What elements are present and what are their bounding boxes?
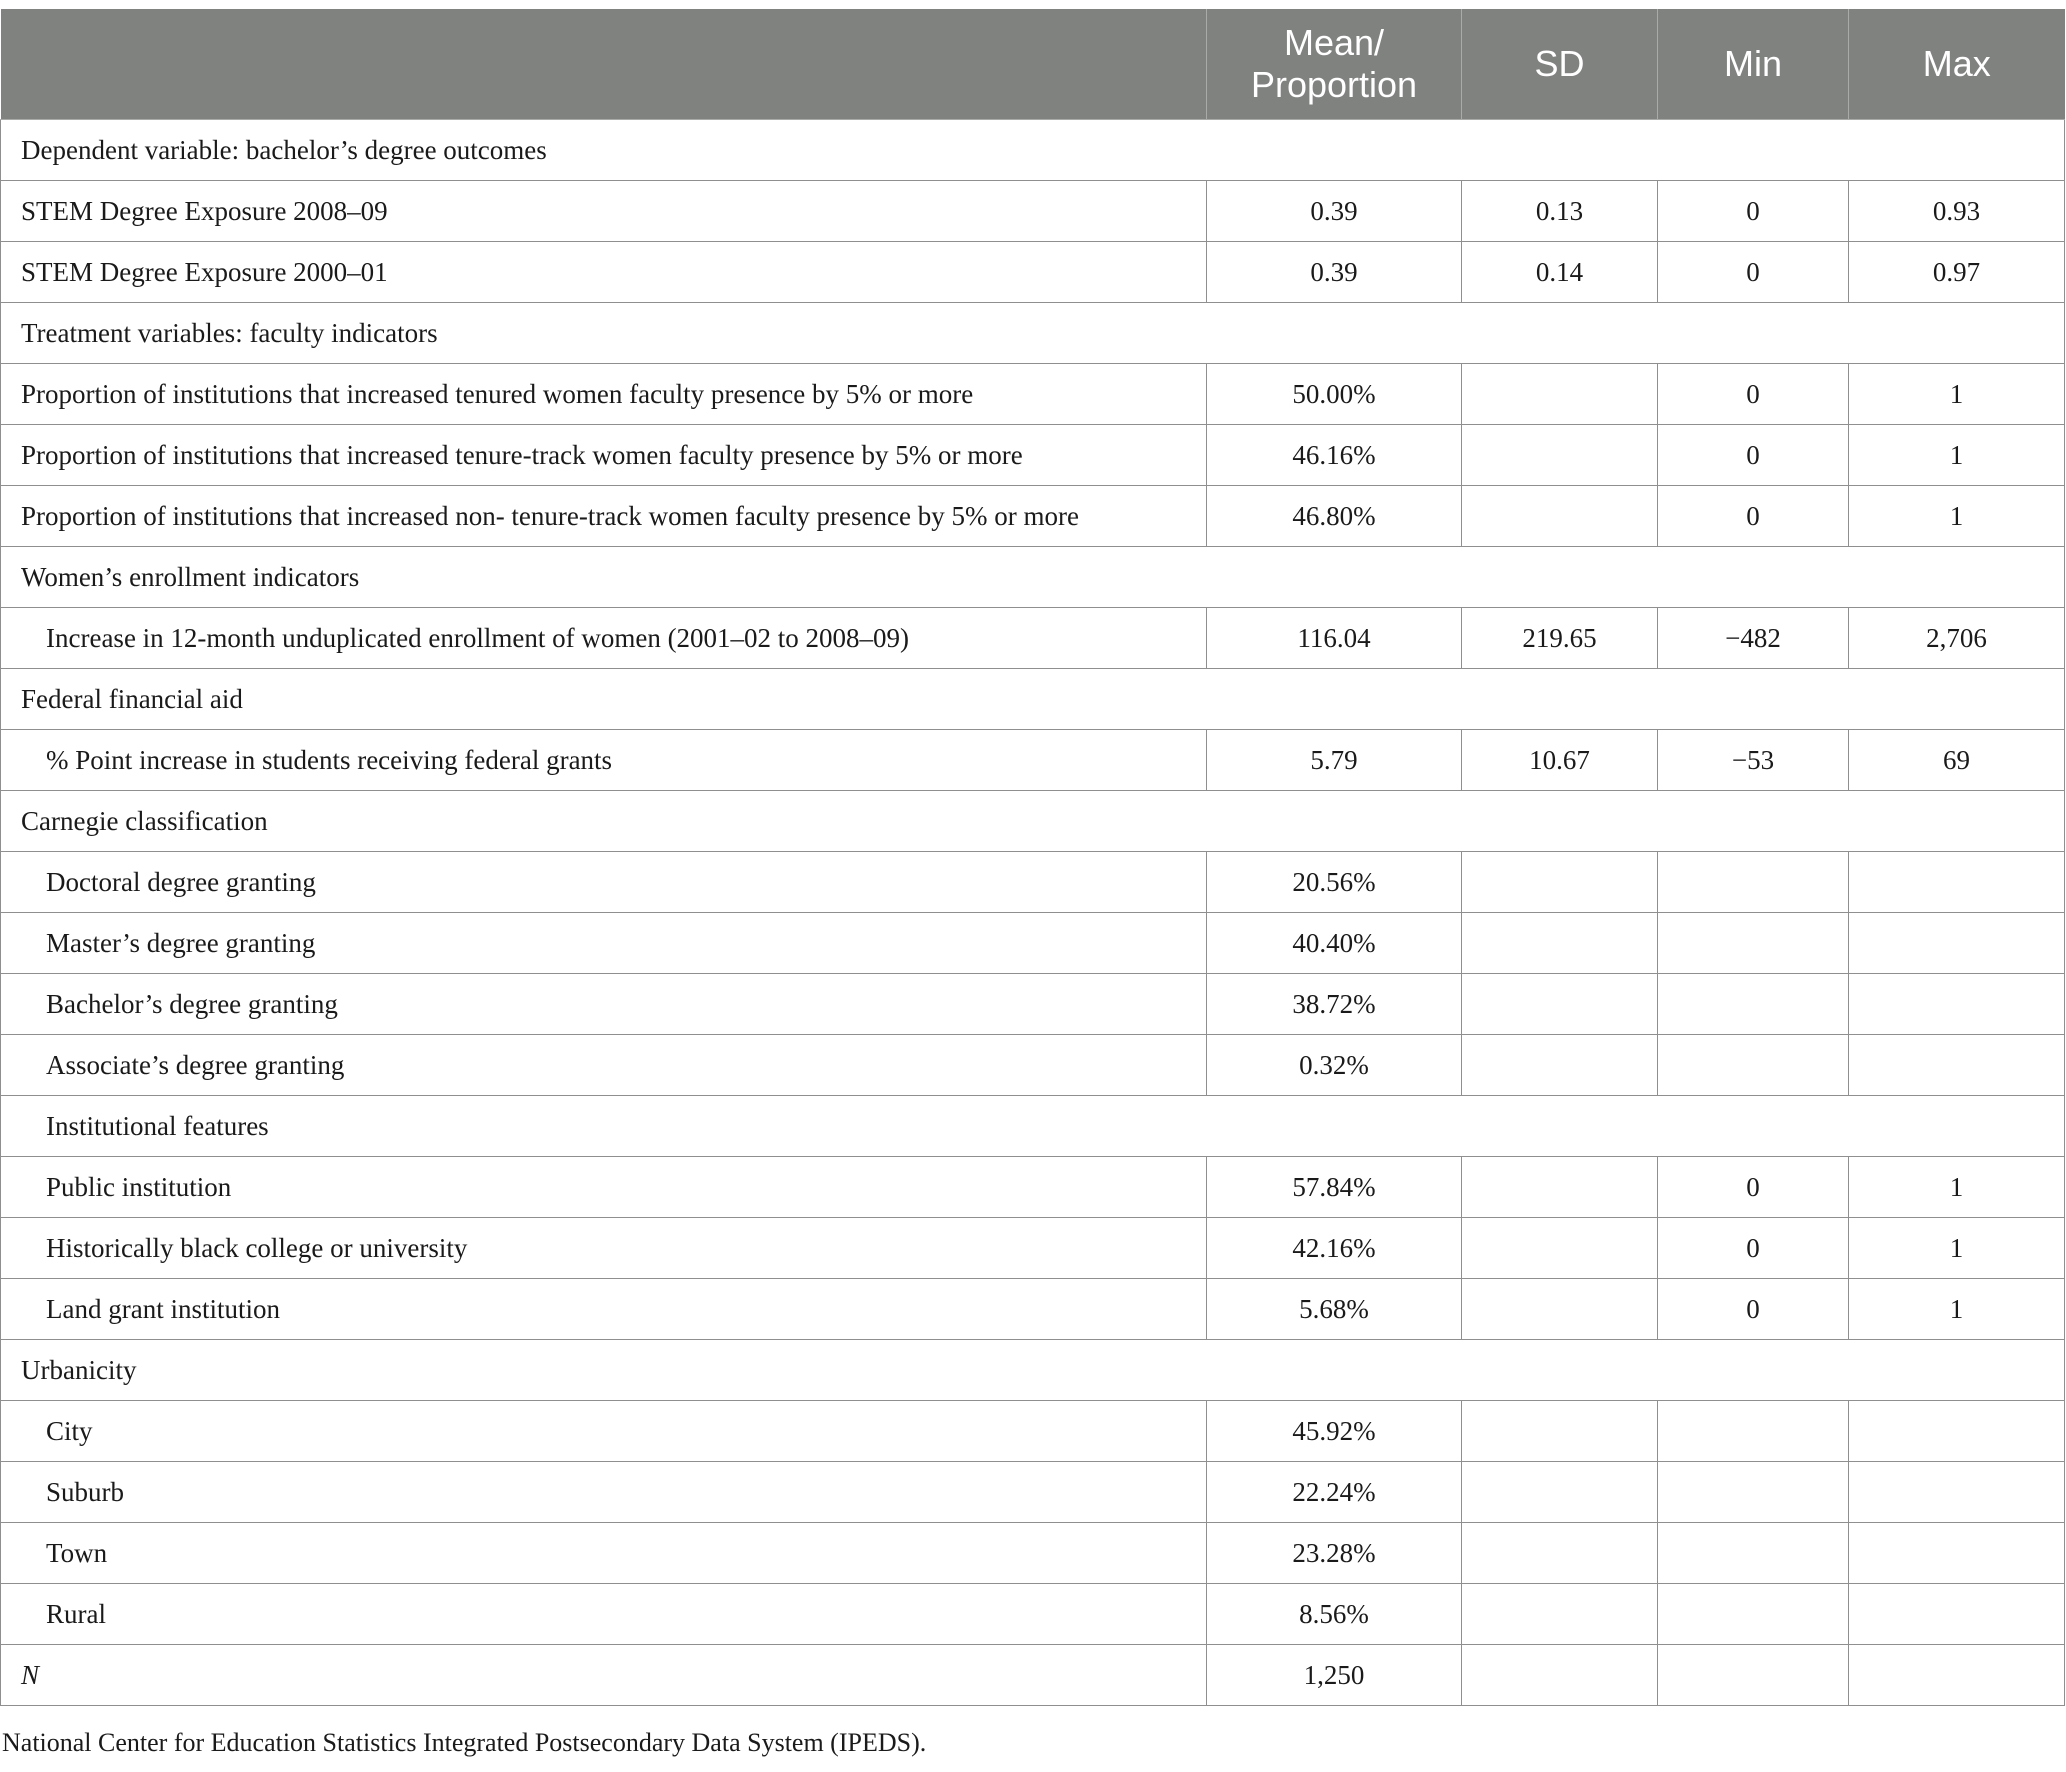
cell-mean-proportion: 1,250 <box>1207 1645 1462 1706</box>
cell-min: 0 <box>1658 1279 1849 1340</box>
cell-max <box>1849 852 2065 913</box>
row-label: % Point increase in students receiving federal grants <box>1 730 1207 791</box>
row-label: Proportion of institutions that increased non- tenure-track women faculty presence by 5% or more <box>1 486 1207 547</box>
cell-min <box>1658 852 1849 913</box>
header-min: Min <box>1658 9 1849 120</box>
cell-mean-proportion: 23.28% <box>1207 1523 1462 1584</box>
cell-max <box>1849 1584 2065 1645</box>
table-row <box>1 242 2065 303</box>
table-row <box>1 1523 2065 1584</box>
cell-max <box>1849 1523 2065 1584</box>
cell-sd <box>1462 1523 1658 1584</box>
cell-min <box>1658 1584 1849 1645</box>
cell-sd <box>1462 1462 1658 1523</box>
cell-max <box>1849 1645 2065 1706</box>
cell-max <box>1849 974 2065 1035</box>
cell-max <box>1849 1462 2065 1523</box>
cell-mean-proportion: 20.56% <box>1207 852 1462 913</box>
cell-sd: 219.65 <box>1462 608 1658 669</box>
table-row <box>1 1279 2065 1340</box>
cell-sd <box>1462 1645 1658 1706</box>
section-label: Dependent variable: bachelor’s degree outcomes <box>1 120 2065 181</box>
cell-mean-proportion: 46.16% <box>1207 425 1462 486</box>
section-label: Treatment variables: faculty indicators <box>1 303 2065 364</box>
cell-mean-proportion: 57.84% <box>1207 1157 1462 1218</box>
row-label: Proportion of institutions that increased tenure-track women faculty presence by 5% or more <box>1 425 1207 486</box>
row-label: Suburb <box>1 1462 1207 1523</box>
cell-max: 1 <box>1849 425 2065 486</box>
row-label: Land grant institution <box>1 1279 1207 1340</box>
cell-mean-proportion: 22.24% <box>1207 1462 1462 1523</box>
cell-max: 1 <box>1849 486 2065 547</box>
cell-max <box>1849 1401 2065 1462</box>
section-header-row <box>1 120 2065 181</box>
table-row <box>1 730 2065 791</box>
cell-mean-proportion: 0.32% <box>1207 1035 1462 1096</box>
table-row <box>1 1035 2065 1096</box>
table-row <box>1 425 2065 486</box>
section-header-row <box>1 1096 2065 1157</box>
cell-min: 0 <box>1658 1157 1849 1218</box>
cell-max: 0.93 <box>1849 181 2065 242</box>
section-label: Federal financial aid <box>1 669 2065 730</box>
cell-sd <box>1462 1218 1658 1279</box>
cell-sd: 10.67 <box>1462 730 1658 791</box>
section-header-row <box>1 791 2065 852</box>
table-row <box>1 608 2065 669</box>
cell-mean-proportion: 38.72% <box>1207 974 1462 1035</box>
header-sd: SD <box>1462 9 1658 120</box>
section-header-row <box>1 669 2065 730</box>
row-label: Town <box>1 1523 1207 1584</box>
header-row <box>1 9 2065 120</box>
cell-min: 0 <box>1658 181 1849 242</box>
row-label: STEM Degree Exposure 2000–01 <box>1 242 1207 303</box>
cell-min <box>1658 1645 1849 1706</box>
cell-min: −482 <box>1658 608 1849 669</box>
table-row <box>1 1645 2065 1706</box>
cell-sd <box>1462 1279 1658 1340</box>
table-row <box>1 1401 2065 1462</box>
cell-mean-proportion: 40.40% <box>1207 913 1462 974</box>
table-header <box>1 9 2065 120</box>
cell-max: 1 <box>1849 1218 2065 1279</box>
cell-min <box>1658 913 1849 974</box>
cell-min <box>1658 1523 1849 1584</box>
cell-sd: 0.13 <box>1462 181 1658 242</box>
table-row <box>1 913 2065 974</box>
table-row <box>1 1157 2065 1218</box>
cell-mean-proportion: 8.56% <box>1207 1584 1462 1645</box>
section-label: Women’s enrollment indicators <box>1 547 2065 608</box>
cell-mean-proportion: 50.00% <box>1207 364 1462 425</box>
row-label: City <box>1 1401 1207 1462</box>
section-label: Urbanicity <box>1 1340 2065 1401</box>
cell-min <box>1658 1401 1849 1462</box>
cell-min <box>1658 1462 1849 1523</box>
row-label: Proportion of institutions that increased tenured women faculty presence by 5% or more <box>1 364 1207 425</box>
cell-sd <box>1462 364 1658 425</box>
section-header-row <box>1 303 2065 364</box>
cell-mean-proportion: 5.79 <box>1207 730 1462 791</box>
cell-mean-proportion: 42.16% <box>1207 1218 1462 1279</box>
cell-mean-proportion: 5.68% <box>1207 1279 1462 1340</box>
row-label: Rural <box>1 1584 1207 1645</box>
section-header-row <box>1 1340 2065 1401</box>
row-label: N <box>1 1645 1207 1706</box>
cell-max: 1 <box>1849 1279 2065 1340</box>
header-mean-proportion: Mean/ Proportion <box>1207 9 1462 120</box>
cell-mean-proportion: 0.39 <box>1207 181 1462 242</box>
section-header-row <box>1 547 2065 608</box>
descriptive-statistics-table-container <box>0 9 2066 1706</box>
table-row <box>1 364 2065 425</box>
cell-sd <box>1462 1157 1658 1218</box>
cell-mean-proportion: 46.80% <box>1207 486 1462 547</box>
cell-sd <box>1462 1584 1658 1645</box>
cell-sd: 0.14 <box>1462 242 1658 303</box>
cell-mean-proportion: 45.92% <box>1207 1401 1462 1462</box>
row-label: STEM Degree Exposure 2008–09 <box>1 181 1207 242</box>
cell-max <box>1849 1035 2065 1096</box>
row-label: Doctoral degree granting <box>1 852 1207 913</box>
cell-mean-proportion: 116.04 <box>1207 608 1462 669</box>
row-label: Public institution <box>1 1157 1207 1218</box>
cell-min: 0 <box>1658 1218 1849 1279</box>
header-max: Max <box>1849 9 2065 120</box>
cell-sd <box>1462 1401 1658 1462</box>
cell-sd <box>1462 1035 1658 1096</box>
table-body <box>1 120 2065 1706</box>
cell-sd <box>1462 486 1658 547</box>
row-label: Bachelor’s degree granting <box>1 974 1207 1035</box>
cell-min: 0 <box>1658 242 1849 303</box>
table-row <box>1 1218 2065 1279</box>
cell-sd <box>1462 425 1658 486</box>
header-variable <box>1 9 1207 120</box>
section-label: Carnegie classification <box>1 791 2065 852</box>
table-row <box>1 1584 2065 1645</box>
table-row <box>1 974 2065 1035</box>
cell-min: 0 <box>1658 364 1849 425</box>
cell-max <box>1849 913 2065 974</box>
cell-max: 0.97 <box>1849 242 2065 303</box>
row-label: Historically black college or university <box>1 1218 1207 1279</box>
section-label: Institutional features <box>1 1096 2065 1157</box>
row-label: Master’s degree granting <box>1 913 1207 974</box>
cell-min: 0 <box>1658 425 1849 486</box>
cell-max: 69 <box>1849 730 2065 791</box>
cell-sd <box>1462 974 1658 1035</box>
cell-min <box>1658 974 1849 1035</box>
cell-max: 2,706 <box>1849 608 2065 669</box>
table-row <box>1 486 2065 547</box>
cell-min: 0 <box>1658 486 1849 547</box>
descriptive-statistics-table <box>0 9 2065 1706</box>
row-label: Associate’s degree granting <box>1 1035 1207 1096</box>
cell-max: 1 <box>1849 364 2065 425</box>
cell-sd <box>1462 913 1658 974</box>
row-label: Increase in 12-month unduplicated enrollment of women (2001–02 to 2008–09) <box>1 608 1207 669</box>
table-row <box>1 1462 2065 1523</box>
cell-min <box>1658 1035 1849 1096</box>
cell-min: −53 <box>1658 730 1849 791</box>
cell-max: 1 <box>1849 1157 2065 1218</box>
table-row <box>1 852 2065 913</box>
cell-mean-proportion: 0.39 <box>1207 242 1462 303</box>
table-footnote: National Center for Education Statistics Integrated Postsecondary Data System (IPEDS). <box>2 1728 927 1757</box>
table-row <box>1 181 2065 242</box>
cell-sd <box>1462 852 1658 913</box>
